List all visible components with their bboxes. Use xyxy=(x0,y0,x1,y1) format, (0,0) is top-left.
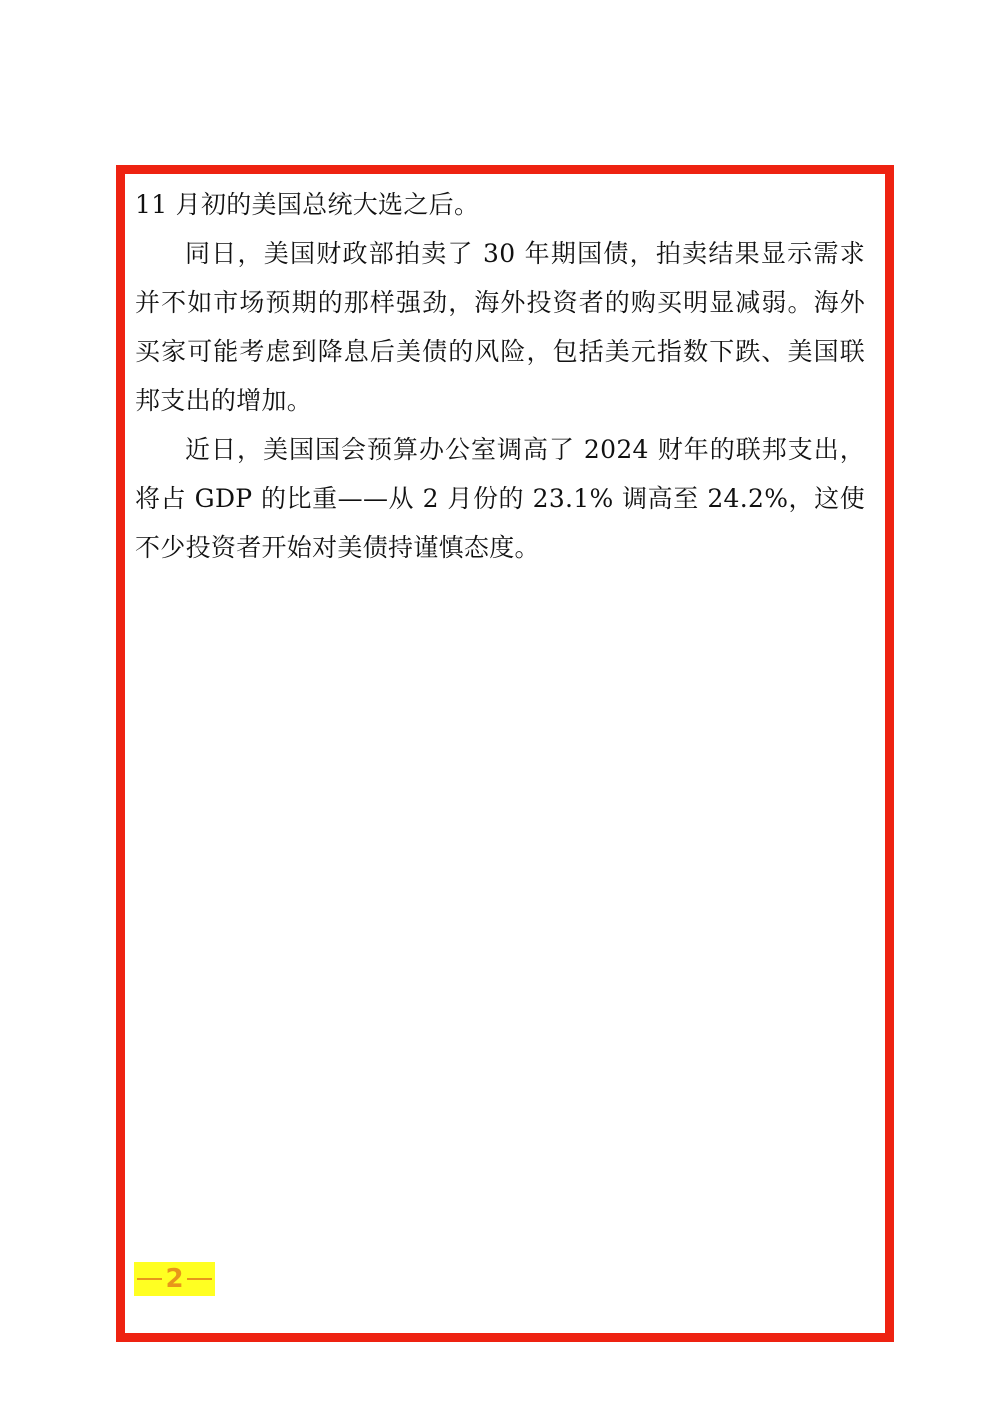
page-number-right-dash xyxy=(187,1278,212,1280)
paragraph-continuation: 11 月初的美国总统大选之后。 xyxy=(135,190,480,219)
paragraph-treasury-auction: 同日，美国财政部拍卖了 30 年期国债，拍卖结果显示需求并不如市场预期的那样强劲，海外投资者的购买明显减弱。海外买家可能考虑到降息后美债的风险，包括美元指数下跌、美国联邦支出的增加。 xyxy=(135,239,865,415)
page-number-left-dash xyxy=(137,1278,162,1280)
paragraph-cbo-spending: 近日，美国国会预算办公室调高了 2024 财年的联邦支出，将占 GDP 的比重——从 2 月份的 23.1% 调高至 24.2%，这使不少投资者开始对美债持谨慎态度。 xyxy=(135,435,865,562)
page-number: 2 xyxy=(165,1264,184,1294)
document-body xyxy=(135,180,865,572)
page-number-badge xyxy=(134,1262,215,1296)
